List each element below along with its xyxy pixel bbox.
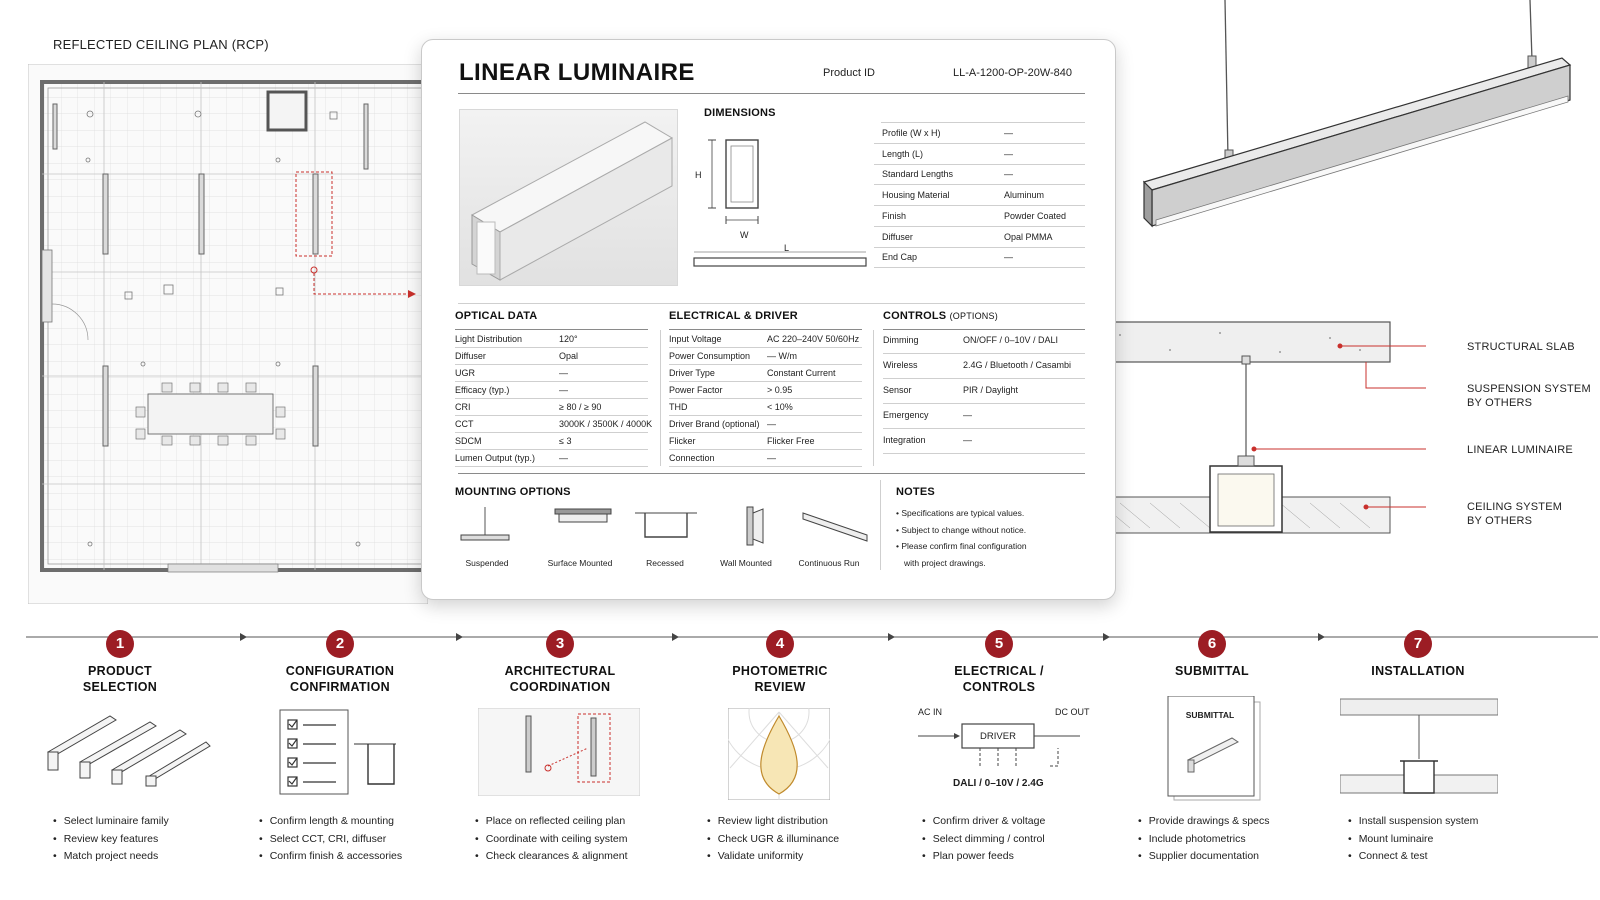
- note-item: • Specifications are typical values.: [896, 508, 1025, 518]
- process-timeline: [0, 630, 1600, 644]
- step-item: • Supplier documentation: [1138, 848, 1270, 866]
- optical-heading: OPTICAL DATA: [455, 310, 538, 322]
- spec-label: Power Consumption: [669, 351, 751, 361]
- spec-value: 2.4G / Bluetooth / Casambi: [963, 360, 1072, 370]
- spec-label: CRI: [455, 402, 471, 412]
- installation-icon: [1340, 697, 1498, 801]
- profile-render-icon: [460, 110, 679, 287]
- step-title: INSTALLATION: [1371, 664, 1465, 678]
- step-item: • Plan power feeds: [922, 848, 1045, 866]
- spec-label: Dimming: [883, 335, 919, 345]
- step-title: CONFIGURATION: [285, 664, 395, 678]
- step-item: • Review key features: [53, 831, 169, 849]
- optical-row: [455, 416, 653, 433]
- profiles-icon: [40, 708, 220, 788]
- notes-heading: NOTES: [896, 486, 935, 498]
- mount-surface-icon: [555, 509, 611, 522]
- mounting-icons: [455, 505, 875, 555]
- electrical-row: [669, 416, 862, 433]
- spec-label: Efficacy (typ.): [455, 385, 510, 395]
- mounting-option-label: Surface Mounted: [547, 558, 613, 568]
- spec-label: Flicker: [669, 436, 696, 446]
- step-title: CONTROLS: [962, 680, 1036, 694]
- dimensions-heading: DIMENSIONS: [704, 107, 776, 119]
- controls-row: [883, 354, 1085, 379]
- electrical-heading: ELECTRICAL & DRIVER: [669, 310, 798, 322]
- spec-label: Wireless: [883, 360, 918, 370]
- spec-value: > 0.95: [767, 385, 793, 395]
- dimensions-row: [874, 206, 1085, 227]
- step-item: • Review light distribution: [707, 813, 839, 831]
- rcp-title: REFLECTED CEILING PLAN (RCP): [53, 37, 269, 52]
- mount-continuous-icon: [803, 513, 867, 541]
- step-item: • Select luminaire family: [53, 813, 169, 831]
- dimensions-row: [874, 227, 1085, 248]
- step-checklist: [475, 813, 628, 866]
- note-item: with project drawings.: [904, 557, 986, 568]
- spec-label: Profile (W x H): [882, 128, 941, 138]
- product-photo: [459, 109, 678, 286]
- step-title: CONFIRMATION: [290, 680, 390, 694]
- spec-label: Lumen Output (typ.): [455, 453, 536, 463]
- mount-wall-icon: [747, 507, 763, 545]
- spec-label: THD: [669, 402, 688, 412]
- mounting-option-label: Continuous Run: [798, 558, 860, 568]
- spec-label: Driver Type: [669, 368, 715, 378]
- spec-label: Integration: [883, 435, 926, 445]
- spec-value: Aluminum: [1004, 190, 1045, 201]
- driver-dc-out: DC OUT: [1055, 707, 1090, 717]
- step-checklist: [1348, 813, 1478, 866]
- mount-suspended-icon: [461, 507, 509, 540]
- dimensions-row: [874, 123, 1085, 144]
- spec-label: Finish: [882, 210, 907, 221]
- mounting-option-label: Recessed: [646, 558, 684, 568]
- callout-ceiling-2: BY OTHERS: [1467, 515, 1533, 527]
- step-title: ARCHITECTURAL: [504, 664, 616, 678]
- step-number-badge: 3: [546, 630, 574, 658]
- step-item: • Coordinate with ceiling system: [475, 831, 628, 849]
- callout-ceiling-1: CEILING SYSTEM: [1467, 501, 1563, 513]
- spec-label: Sensor: [883, 385, 912, 395]
- step-item: • Confirm length & mounting: [259, 813, 402, 831]
- spec-value: —: [1004, 169, 1013, 180]
- product-id-label: Product ID: [823, 67, 875, 79]
- spec-value: PIR / Daylight: [963, 385, 1019, 395]
- spec-value: Opal PMMA: [1004, 231, 1053, 242]
- step-title: PHOTOMETRIC: [732, 664, 828, 678]
- spec-value: —: [963, 410, 972, 420]
- electrical-row: [669, 382, 862, 399]
- product-id-value: LL-A-1200-OP-20W-840: [953, 67, 1073, 79]
- checklist-icon: [278, 708, 398, 796]
- step-item: • Mount luminaire: [1348, 831, 1478, 849]
- step-title: ELECTRICAL /: [954, 664, 1044, 678]
- step-item: • Confirm driver & voltage: [922, 813, 1045, 831]
- spec-value: —: [1004, 148, 1013, 159]
- spec-label: Light Distribution: [455, 334, 523, 344]
- spec-label: UGR: [455, 368, 475, 378]
- spec-value: ≤ 3: [559, 436, 572, 446]
- reflected-ceiling-plan: [28, 64, 428, 604]
- spec-value: Opal: [559, 351, 579, 361]
- driver-label: DRIVER: [980, 731, 1016, 742]
- step-item: • Include photometrics: [1138, 831, 1270, 849]
- controls-row: [883, 429, 1085, 454]
- optical-row: [455, 382, 648, 399]
- submittal-doc-label: SUBMITTAL: [1185, 710, 1235, 720]
- electrical-row: [669, 331, 862, 348]
- controls-row: [883, 379, 1085, 404]
- dim-label-w: W: [740, 230, 749, 240]
- spec-value: ≥ 80 / ≥ 90: [559, 402, 602, 412]
- step-item: • Connect & test: [1348, 848, 1478, 866]
- step-number-badge: 2: [326, 630, 354, 658]
- step-checklist: [53, 813, 169, 866]
- electrical-row: [669, 399, 862, 416]
- note-item: • Subject to change without notice.: [896, 524, 1027, 535]
- step-item: • Install suspension system: [1348, 813, 1478, 831]
- spec-value: —: [559, 368, 568, 378]
- spec-value: —: [963, 435, 972, 445]
- step-number-badge: 7: [1404, 630, 1432, 658]
- driver-control-label: DALI / 0–10V / 2.4G: [953, 778, 1044, 789]
- step-item: • Match project needs: [53, 848, 169, 866]
- spec-label: Length (L): [882, 148, 924, 159]
- spec-value: —: [559, 453, 568, 463]
- optical-row: [455, 365, 648, 382]
- spec-value: 3000K / 3500K / 4000K: [559, 419, 653, 429]
- mounting-option-label: Suspended: [465, 558, 509, 568]
- driver-diagram: [910, 712, 1090, 782]
- dimensions-row: [874, 144, 1085, 165]
- spec-label: CCT: [455, 419, 474, 429]
- step-checklist: [1138, 813, 1270, 866]
- mounting-option-label: Wall Mounted: [720, 558, 772, 568]
- controls-row: [883, 404, 1085, 429]
- photometric-icon: [728, 708, 830, 800]
- spec-value: Constant Current: [767, 368, 836, 378]
- step-number-badge: 5: [985, 630, 1013, 658]
- step-item: • Provide drawings & specs: [1138, 813, 1270, 831]
- driver-ac-in: AC IN: [918, 707, 943, 717]
- spec-value: —: [767, 419, 776, 429]
- optical-row: [455, 450, 648, 467]
- step-item: • Check clearances & alignment: [475, 848, 628, 866]
- step-number-badge: 4: [766, 630, 794, 658]
- spec-value: —: [1004, 252, 1013, 263]
- dim-label-l: L: [784, 243, 790, 253]
- step-item: • Select dimming / control: [922, 831, 1045, 849]
- datasheet-card: [421, 39, 1116, 600]
- step-title: PRODUCT: [88, 664, 152, 678]
- electrical-row: [669, 450, 862, 467]
- spec-label: Input Voltage: [669, 334, 722, 344]
- spec-value: —: [1004, 128, 1013, 138]
- spec-label: Diffuser: [455, 351, 486, 361]
- step-title: COORDINATION: [509, 680, 611, 694]
- spec-value: — W/m: [767, 351, 797, 361]
- dimensions-row: [874, 164, 1085, 185]
- step-item: • Confirm finish & accessories: [259, 848, 402, 866]
- spec-value: Flicker Free: [767, 436, 815, 446]
- optical-row: [455, 433, 648, 450]
- spec-label: Driver Brand (optional): [669, 419, 760, 429]
- controls-row: [883, 329, 1085, 354]
- spec-value: < 10%: [767, 402, 793, 412]
- rcp-coordination-icon: [478, 708, 640, 796]
- spec-label: Connection: [669, 453, 715, 463]
- step-title: SUBMITTAL: [1175, 664, 1249, 678]
- step-item: • Validate uniformity: [707, 848, 839, 866]
- dimensions-row: [874, 247, 1085, 268]
- dimension-drawing: [690, 128, 875, 278]
- spec-label: Diffuser: [882, 231, 913, 242]
- spec-label: SDCM: [455, 436, 482, 446]
- callout-structural-slab: STRUCTURAL SLAB: [1467, 341, 1575, 353]
- spec-label: Power Factor: [669, 385, 723, 395]
- step-checklist: [922, 813, 1045, 866]
- spec-label: End Cap: [882, 252, 918, 263]
- optical-row: [455, 399, 648, 416]
- optical-row: [455, 331, 648, 348]
- spec-value: —: [559, 385, 568, 395]
- spec-value: 120°: [559, 334, 578, 344]
- card-title: LINEAR LUMINAIRE: [459, 59, 695, 86]
- installation-section-drawing: [1100, 0, 1600, 560]
- mount-recessed-icon: [635, 513, 697, 537]
- spec-value: ON/OFF / 0–10V / DALI: [963, 335, 1059, 345]
- electrical-row: [669, 348, 862, 365]
- step-checklist: [707, 813, 839, 866]
- spec-value: Powder Coated: [1004, 210, 1067, 221]
- step-title: REVIEW: [754, 680, 806, 694]
- spec-value: AC 220–240V 50/60Hz: [767, 334, 860, 344]
- dim-label-h: H: [695, 170, 702, 180]
- callout-suspension-2: BY OTHERS: [1467, 397, 1533, 409]
- callout-linear-luminaire: LINEAR LUMINAIRE: [1467, 444, 1573, 456]
- optical-row: [455, 348, 648, 365]
- step-checklist: [259, 813, 402, 866]
- callout-suspension-1: SUSPENSION SYSTEM: [1467, 383, 1591, 395]
- spec-value: —: [767, 453, 776, 463]
- step-number-badge: 1: [106, 630, 134, 658]
- controls-heading: CONTROLS (OPTIONS): [883, 310, 998, 322]
- electrical-row: [669, 433, 862, 450]
- mounting-heading: MOUNTING OPTIONS: [455, 486, 571, 498]
- dimensions-row: [874, 185, 1085, 206]
- spec-label: Standard Lengths: [882, 169, 954, 180]
- step-item: • Select CCT, CRI, diffuser: [259, 831, 402, 849]
- note-item: • Please confirm final configuration: [896, 541, 1027, 551]
- step-title: SELECTION: [82, 680, 158, 694]
- step-item: • Check UGR & illuminance: [707, 831, 839, 849]
- spec-label: Housing Material: [882, 190, 950, 201]
- step-number-badge: 6: [1198, 630, 1226, 658]
- step-item: • Place on reflected ceiling plan: [475, 813, 628, 831]
- electrical-row: [669, 365, 862, 382]
- spec-label: Emergency: [883, 410, 929, 420]
